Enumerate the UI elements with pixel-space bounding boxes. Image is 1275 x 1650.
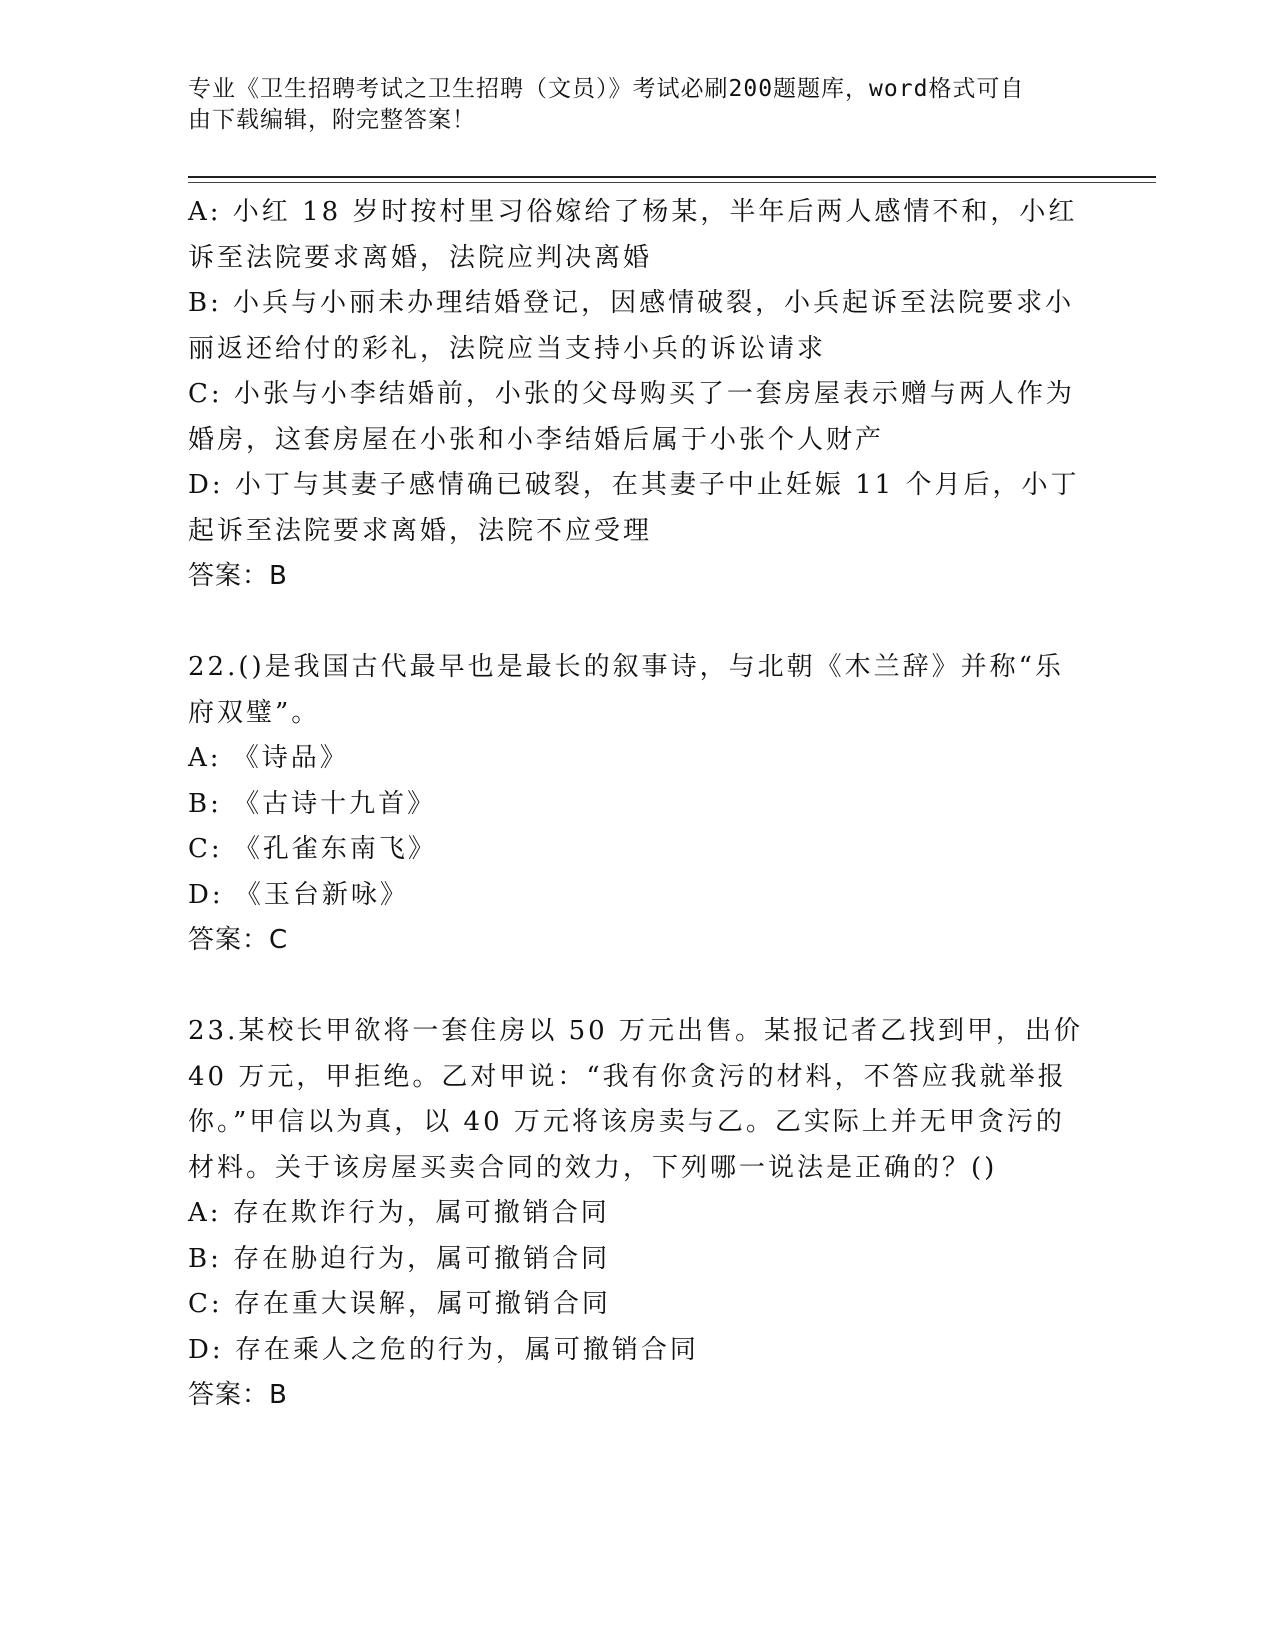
q21-option-a-line-2: 诉至法院要求离婚，法院应判决离婚 [188, 242, 653, 273]
q21-option-c-line-1: C: 小张与小李结婚前，小张的父母购买了一套房屋表示赠与两人作为 [188, 379, 1075, 409]
header-divider-thick [188, 176, 1156, 178]
q22-option-d: D: 《玉台新咏》 [188, 879, 409, 910]
q22-option-a: A: 《诗品》 [188, 743, 349, 773]
q23-stem-line-3: 你。”甲信以为真，以 40 万元将该房卖与乙。乙实际上并无甲贪污的 [188, 1107, 1065, 1137]
question-spacer [188, 600, 1088, 646]
q23-option-c: C: 存在重大误解，属可撤销合同 [188, 1289, 611, 1319]
question-content [188, 190, 1088, 1419]
document-header [188, 74, 1088, 136]
q23-option-a: A: 存在欺诈行为，属可撤销合同 [188, 1198, 610, 1228]
question-spacer [188, 964, 1088, 1010]
q23-option-b: B: 存在胁迫行为，属可撤销合同 [188, 1243, 611, 1274]
q21-option-d-line-2: 起诉至法院要求离婚，法院不应受理 [188, 515, 653, 546]
question-23-block [188, 1009, 1088, 1419]
q21-option-c-line-2: 婚房，这套房屋在小张和小李结婚后属于小张个人财产 [188, 424, 885, 455]
q23-stem-line-2: 40 万元，甲拒绝。乙对甲说：“我有你贪污的材料，不答应我就举报 [188, 1061, 1067, 1092]
header-divider-thin [188, 182, 1156, 183]
q23-stem-line-4: 材料。关于该房屋买卖合同的效力，下列哪一说法是正确的？() [188, 1152, 998, 1183]
q23-answer: 答案：B [188, 1380, 288, 1410]
q21-option-b-line-1: B: 小兵与小丽未办理结婚登记，因感情破裂，小兵起诉至法院要求小 [188, 288, 1075, 318]
q22-stem-line-2: 府双璧”。 [188, 697, 321, 728]
header-line-1: 专业《卫生招聘考试之卫生招聘（文员）》考试必刷200题题库，word格式可自 [188, 76, 1025, 102]
q22-stem-line-1: 22.()是我国古代最早也是最长的叙事诗，与北朝《木兰辞》并称“乐 [188, 652, 1064, 682]
q23-stem-line-1: 23.某校长甲欲将一套住房以 50 万元出售。某报记者乙找到甲，出价 [188, 1016, 1083, 1046]
question-21-block [188, 190, 1088, 600]
header-line-2: 由下载编辑，附完整答案！ [188, 107, 476, 133]
q22-option-b: B: 《古诗十九首》 [188, 788, 437, 819]
q21-option-b-line-2: 丽返还给付的彩礼，法院应当支持小兵的诉讼请求 [188, 333, 827, 364]
q21-option-a-line-1: A: 小红 18 岁时按村里习俗嫁给了杨某，半年后两人感情不和，小红 [188, 197, 1078, 227]
question-22-block [188, 645, 1088, 964]
q22-answer: 答案：C [188, 925, 289, 955]
q23-option-d: D: 存在乘人之危的行为，属可撤销合同 [188, 1334, 699, 1365]
q21-answer: 答案：B [188, 561, 288, 591]
q21-option-d-line-1: D: 小丁与其妻子感情确已破裂，在其妻子中止妊娠 11 个月后，小丁 [188, 470, 1080, 500]
q22-option-c: C: 《孔雀东南飞》 [188, 834, 437, 864]
